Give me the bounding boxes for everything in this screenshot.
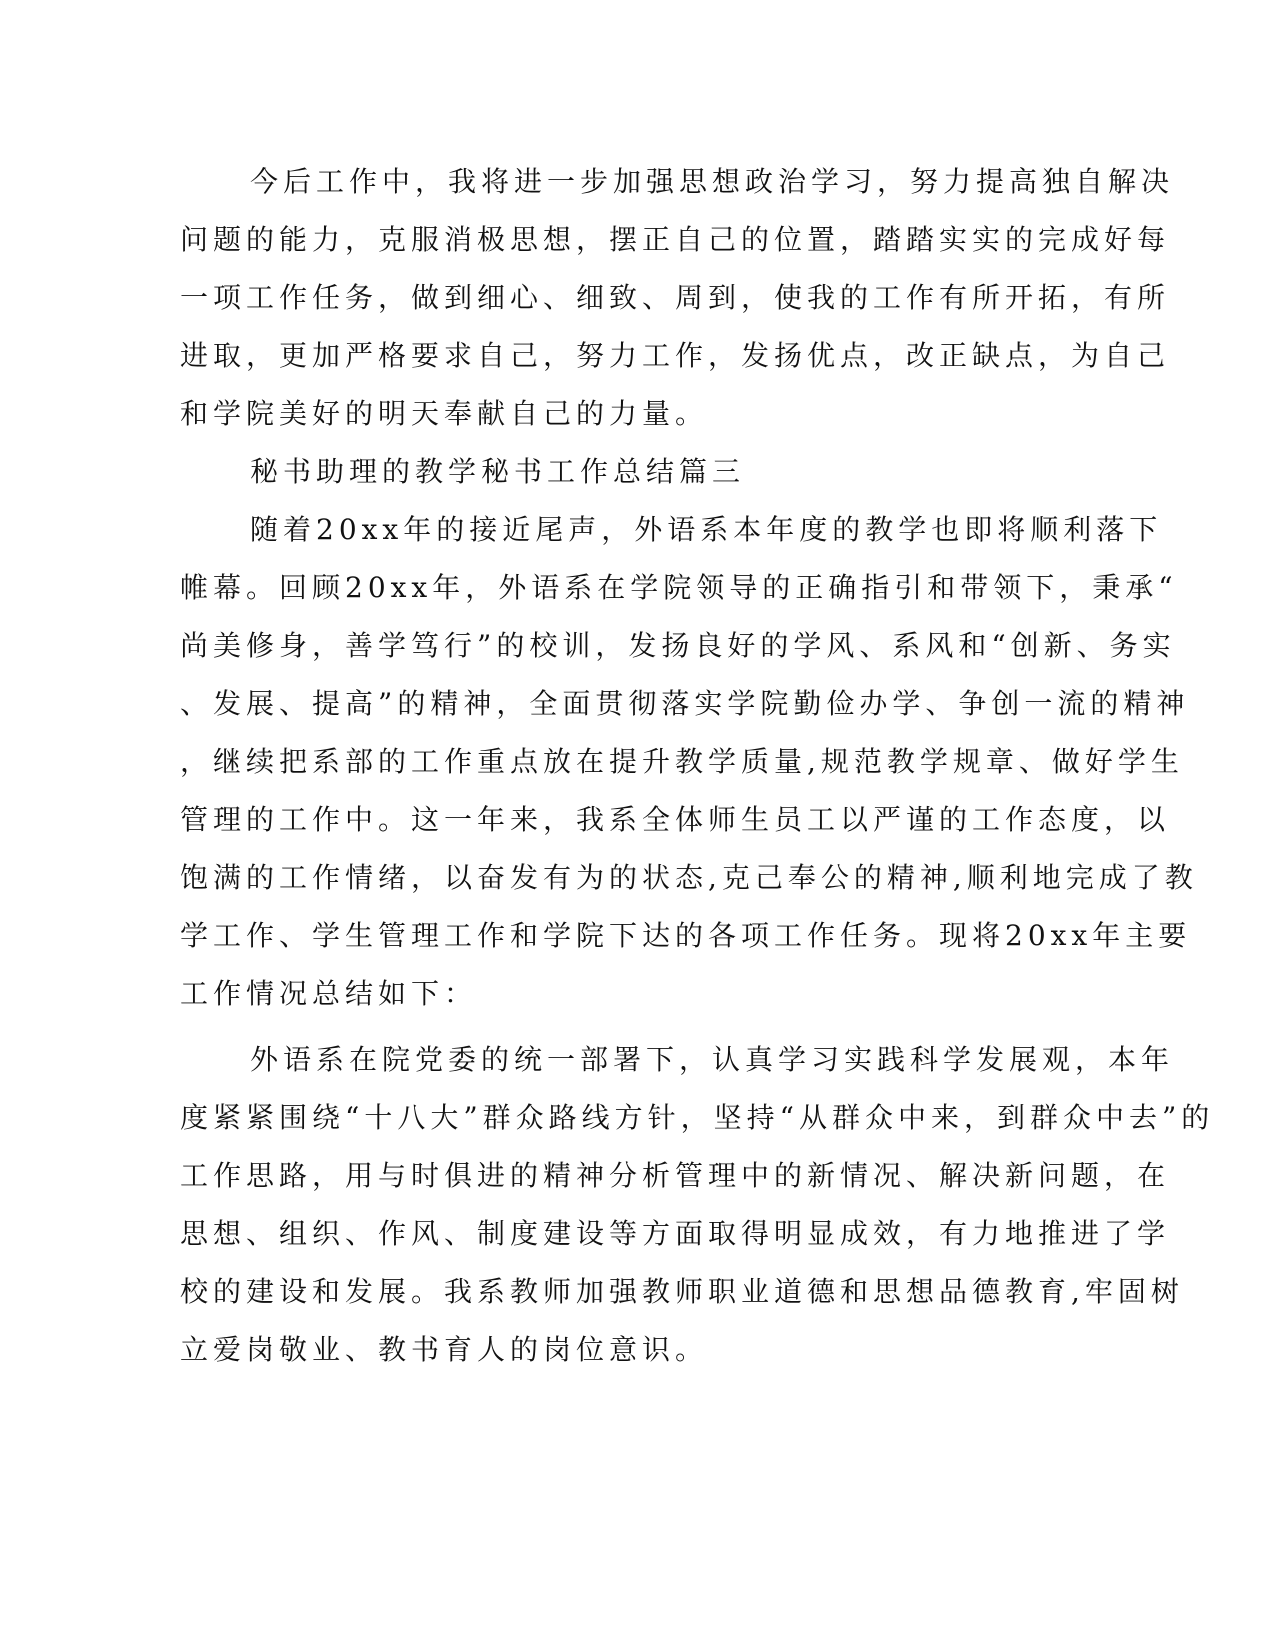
paragraph-4-line-3: 工作思路，用与时俱进的精神分析管理中的新情况、解决新问题，在 [180,1159,1171,1192]
paragraph-4-line-5: 校的建设和发展。我系教师加强教师职业道德和思想品德教育,牢固树 [180,1275,1184,1308]
paragraph-1-line-2: 问题的能力，克服消极思想，摆正自己的位置，踏踏实实的完成好每 [180,223,1171,256]
paragraph-3-line-6: 管理的工作中。这一年来，我系全体师生员工以严谨的工作态度，以 [180,803,1171,836]
paragraph-4-line-2: 度紧紧围绕“十八大”群众路线方针，坚持“从群众中来，到群众中去”的 [180,1101,1215,1134]
paragraph-3-line-9: 工作情况总结如下： [180,977,478,1010]
paragraph-3-line-1: 随着20xx年的接近尾声，外语系本年度的教学也即将顺利落下 [250,513,1163,546]
paragraph-4-line-6: 立爱岗敬业、教书育人的岗位意识。 [180,1333,709,1366]
paragraph-3-line-3: 尚美修身，善学笃行”的校训，发扬良好的学风、系风和“创新、务实 [180,629,1176,662]
paragraph-3-line-2: 帷幕。回顾20xx年，外语系在学院领导的正确指引和带领下，秉承“ [180,571,1178,604]
paragraph-1-line-3: 一项工作任务，做到细心、细致、周到，使我的工作有所开拓，有所 [180,281,1171,314]
paragraph-1-line-4: 进取，更加严格要求自己，努力工作，发扬优点，改正缺点，为自己 [180,339,1171,372]
paragraph-3-line-4: 、发展、提高”的精神，全面贯彻落实学院勤俭办学、争创一流的精神 [180,687,1190,720]
paragraph-4-line-1: 外语系在院党委的统一部署下，认真学习实践科学发展观，本年 [250,1043,1175,1076]
paragraph-1-line-5: 和学院美好的明天奉献自己的力量。 [180,397,709,430]
paragraph-3-line-8: 学工作、学生管理工作和学院下达的各项工作任务。现将20xx年主要 [180,919,1192,952]
paragraph-3-line-5: ，继续把系部的工作重点放在提升教学质量,规范教学规章、做好学生 [180,745,1184,778]
paragraph-1-line-1: 今后工作中，我将进一步加强思想政治学习，努力提高独自解决 [250,165,1175,198]
paragraph-4-line-4: 思想、组织、作风、制度建设等方面取得明显成效，有力地推进了学 [180,1217,1171,1250]
paragraph-3-line-7: 饱满的工作情绪，以奋发有为的状态,克己奉公的精神,顺利地完成了教 [180,861,1198,894]
section-heading: 秘书助理的教学秘书工作总结篇三 [250,455,746,488]
